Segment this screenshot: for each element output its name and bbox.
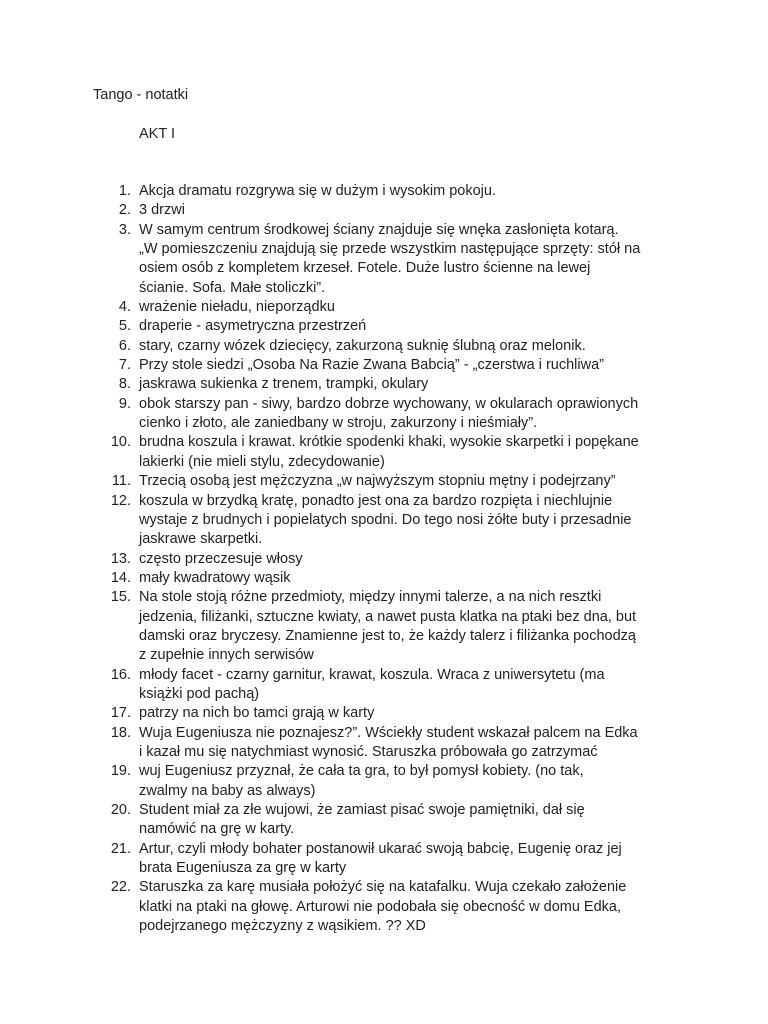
- list-item: [0, 550, 768, 569]
- list-item: [0, 375, 768, 394]
- list-item-text: Trzecią osobą jest mężczyzna „w najwyższym stopniu mętny i podejrzany”: [139, 473, 616, 490]
- list-item-text: patrzy na nich bo tamci grają w karty: [139, 705, 375, 722]
- list-item: [0, 317, 768, 336]
- list-item-text: wrażenie nieładu, nieporządku: [139, 299, 335, 316]
- list-item: [0, 840, 768, 879]
- act-heading: AKT I: [139, 126, 175, 142]
- list-item: [0, 878, 768, 936]
- list-item-number: 10.: [110, 434, 131, 451]
- list-item: [0, 588, 768, 665]
- list-item-number: 17.: [110, 705, 131, 722]
- list-item-number: 21.: [110, 840, 131, 857]
- list-item-number: 9.: [118, 395, 131, 412]
- list-item: [0, 492, 768, 550]
- list-item: [0, 472, 768, 491]
- list-item: [0, 395, 768, 434]
- list-item-number: 19.: [110, 763, 131, 780]
- list-item-text: brudna koszula i krawat. krótkie spodenki khaki, wysokie skarpetki i popękane lakierki (nie mieli stylu, zdecydowanie): [139, 434, 639, 470]
- list-item-text: często przeczesuje włosy: [139, 550, 303, 567]
- list-item: [0, 704, 768, 723]
- list-item-number: 18.: [110, 724, 131, 741]
- list-item: [0, 201, 768, 220]
- list-item-text: młody facet - czarny garnitur, krawat, koszula. Wraca z uniwersytetu (ma książki pod pachą): [139, 666, 605, 702]
- list-item-number: 1.: [118, 183, 131, 199]
- list-item-number: 12.: [110, 492, 131, 509]
- list-item-number: 16.: [110, 666, 131, 683]
- list-item: [0, 433, 768, 472]
- list-item: [0, 298, 768, 317]
- list-item: [0, 356, 768, 375]
- list-item-number: 2.: [118, 202, 131, 219]
- list-item-number: 15.: [110, 589, 131, 606]
- list-item-number: 11.: [111, 473, 131, 490]
- list-item-text: Przy stole siedzi „Osoba Na Razie Zwana Babcią” - „czerstwa i ruchliwa”: [139, 357, 604, 374]
- list-item-number: 14.: [110, 569, 131, 586]
- list-item-number: 3.: [118, 221, 131, 238]
- list-item-text: Na stole stoją różne przedmioty, między innymi talerze, a na nich resztki jedzenia, filiżanki, sztuczne kwiaty, a nawet pusta klatka na ptaki bez dna, but damski oraz bryczesy. Znamienne jest to, że każdy talerz i filiżanka pochodzą z zupełnie innych serwisów: [139, 589, 637, 664]
- list-item-text: jaskrawa sukienka z trenem, trampki, okulary: [139, 376, 429, 393]
- list-item: [0, 337, 768, 356]
- list-item-text: obok starszy pan - siwy, bardzo dobrze wychowany, w okularach oprawionych cienko i złoto, ale zaniedbany w stroju, zakurzony i nieśmiały”.: [139, 395, 639, 432]
- list-item-number: 13.: [110, 550, 131, 567]
- list-item-text: 3 drzwi: [139, 202, 185, 219]
- list-item-text: Wuja Eugeniusza nie poznajesz?”. Wściekły student wskazał palcem na Edka i kazał mu się natychmiast wynosić. Staruszka próbowała go zatrzymać: [139, 724, 638, 760]
- list-item-number: 22.: [110, 879, 131, 896]
- notes-list: [0, 182, 768, 936]
- list-item-text: mały kwadratowy wąsik: [139, 569, 291, 586]
- document-title: Tango - notatki: [93, 87, 189, 103]
- list-item: [0, 801, 768, 840]
- list-item-number: 20.: [110, 802, 131, 818]
- list-item-text: stary, czarny wózek dziecięcy, zakurzoną suknię ślubną oraz melonik.: [139, 337, 586, 354]
- list-item-text: Student miał za złe wujowi, że zamiast pisać swoje pamiętniki, dał się namówić na grę w karty.: [139, 802, 585, 838]
- list-item-text: wuj Eugeniusz przyznał, że cała ta gra, to był pomysł kobiety. (no tak, zwalmy na baby as always): [139, 763, 584, 799]
- list-item-text: koszula w brzydką kratę, ponadto jest ona za bardzo rozpięta i niechlujnie wystaje z brudnych i popielatych spodni. Do tego nosi żółte buty i przesadnie jaskrawe skarpetki.: [139, 492, 632, 548]
- list-item-number: 4.: [118, 299, 131, 316]
- list-item-number: 5.: [118, 318, 131, 335]
- list-item-text: Akcja dramatu rozgrywa się w dużym i wysokim pokoju.: [139, 183, 496, 199]
- list-item: [0, 221, 768, 298]
- list-item: [0, 666, 768, 705]
- list-item: [0, 569, 768, 588]
- list-item-text: W samym centrum środkowej ściany znajduje się wnęka zasłonięta kotarą. „W pomieszczeniu znajdują się przede wszystkim następujące sprzęty: stół na osiem osób z kompletem krzeseł. Fotele. Duże lustro ścienne na lewej ścianie. Sofa. Małe stoliczki”.: [139, 221, 641, 296]
- list-item: [0, 762, 768, 801]
- list-item: [0, 724, 768, 763]
- list-item-text: Artur, czyli młody bohater postanowił ukarać swoją babcię, Eugenię oraz jej brata Eugeniusza za grę w karty: [139, 840, 622, 877]
- list-item-text: draperie - asymetryczna przestrzeń: [139, 318, 367, 335]
- list-item-number: 7.: [118, 357, 131, 374]
- list-item: [0, 182, 768, 201]
- list-item-number: 8.: [118, 376, 131, 393]
- list-item-text: Staruszka za karę musiała położyć się na katafalku. Wuja czekało założenie klatki na ptaki na głowę. Arturowi nie podobała się obecność w domu Edka, podejrzanego mężczyzny z wąsikiem. ?? XD: [139, 879, 627, 935]
- list-item-number: 6.: [118, 337, 131, 354]
